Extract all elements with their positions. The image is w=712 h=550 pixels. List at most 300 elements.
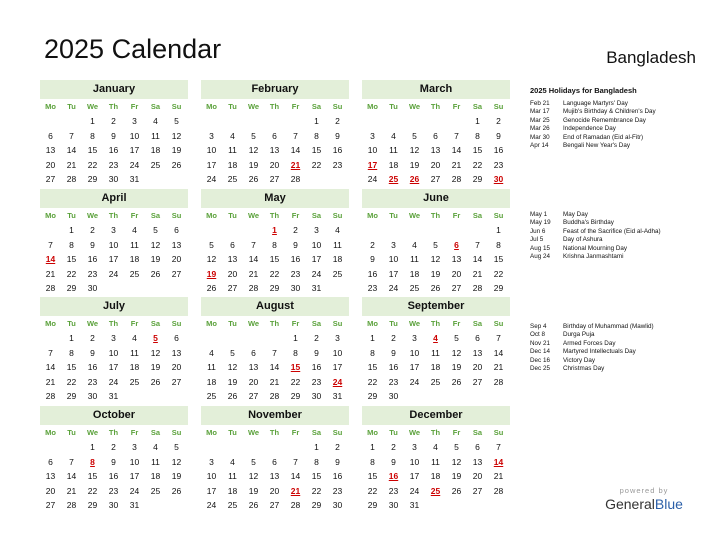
brand-name-part1: General bbox=[605, 496, 655, 512]
day-cell: 1 bbox=[370, 442, 375, 452]
weekday-label: We bbox=[408, 102, 421, 111]
day-cell: 8 bbox=[314, 130, 319, 141]
holiday-day: 19 bbox=[206, 268, 217, 279]
day-cell: 14 bbox=[493, 347, 504, 358]
empty-day bbox=[264, 114, 285, 129]
holiday-panel bbox=[530, 211, 710, 261]
day-cell: 16 bbox=[367, 268, 378, 279]
day-cell: 1 bbox=[314, 442, 319, 452]
day-cell: 7 bbox=[293, 130, 298, 141]
holiday-date: Mar 30 bbox=[530, 133, 550, 141]
month-name: December bbox=[362, 406, 510, 425]
holiday-day: 24 bbox=[332, 376, 343, 387]
day-cell: 22 bbox=[493, 268, 504, 279]
day-cell: 25 bbox=[227, 174, 238, 185]
day-cell: 8 bbox=[90, 130, 95, 141]
empty-day bbox=[201, 223, 222, 238]
empty-day bbox=[222, 331, 243, 346]
day-cell: 5 bbox=[454, 442, 459, 452]
day-cell: 29 bbox=[367, 391, 378, 402]
empty-day bbox=[243, 114, 264, 129]
day-cell: 22 bbox=[311, 485, 322, 496]
weekday-label: Su bbox=[332, 319, 343, 328]
empty-day bbox=[446, 223, 467, 238]
day-cell: 23 bbox=[367, 283, 378, 294]
day-cell: 10 bbox=[206, 471, 217, 482]
empty-day bbox=[425, 114, 446, 129]
empty-day bbox=[362, 114, 383, 129]
day-cell: 21 bbox=[66, 485, 77, 496]
day-cell: 31 bbox=[129, 500, 140, 511]
weekday-label: Fr bbox=[452, 102, 461, 111]
weekday-label: Th bbox=[108, 319, 119, 328]
brand-footer bbox=[588, 486, 700, 512]
holiday-day: 25 bbox=[388, 174, 399, 185]
month-january bbox=[40, 80, 188, 187]
day-cell: 20 bbox=[248, 376, 259, 387]
day-cell: 21 bbox=[451, 159, 462, 170]
day-cell: 30 bbox=[290, 283, 301, 294]
day-cell: 1 bbox=[90, 116, 95, 126]
weekday-label: We bbox=[247, 428, 260, 437]
day-cell: 19 bbox=[430, 268, 441, 279]
day-cell: 14 bbox=[66, 471, 77, 482]
day-cell: 17 bbox=[129, 471, 140, 482]
day-cell: 8 bbox=[69, 347, 74, 358]
day-cell: 3 bbox=[391, 239, 396, 250]
day-cell: 20 bbox=[472, 471, 483, 482]
day-cell: 20 bbox=[269, 159, 280, 170]
holiday-panel bbox=[530, 323, 710, 373]
holiday-name: Independence Day bbox=[563, 125, 616, 133]
day-cell: 3 bbox=[370, 130, 375, 141]
day-cell: 31 bbox=[332, 391, 343, 402]
day-cell: 11 bbox=[431, 456, 440, 467]
weekday-label: Mo bbox=[45, 211, 56, 220]
day-cell: 11 bbox=[410, 254, 419, 265]
day-cell: 26 bbox=[451, 376, 462, 387]
day-cell: 21 bbox=[493, 471, 504, 482]
day-cell: 17 bbox=[206, 159, 217, 170]
day-cell: 27 bbox=[269, 500, 280, 511]
month-november bbox=[201, 406, 349, 513]
day-cell: 16 bbox=[108, 471, 119, 482]
day-cell: 11 bbox=[207, 362, 216, 373]
empty-day bbox=[446, 114, 467, 129]
holiday-day: 30 bbox=[493, 174, 504, 185]
weekday-label: Mo bbox=[206, 428, 217, 437]
day-cell: 4 bbox=[230, 130, 235, 141]
empty-day bbox=[201, 331, 222, 346]
day-cell: 7 bbox=[272, 347, 277, 358]
weekday-label: Sa bbox=[311, 319, 322, 328]
day-cell: 9 bbox=[335, 130, 340, 141]
weekday-label: Fr bbox=[452, 211, 461, 220]
weekday-label: Th bbox=[108, 428, 119, 437]
empty-day bbox=[222, 114, 243, 129]
day-cell: 6 bbox=[48, 130, 53, 141]
weekday-label: Tu bbox=[389, 428, 398, 437]
day-cell: 11 bbox=[151, 130, 160, 141]
month-name: June bbox=[362, 189, 510, 208]
day-cell: 4 bbox=[153, 116, 158, 126]
holiday-day: 21 bbox=[290, 159, 301, 170]
brand-name-part2: Blue bbox=[654, 496, 683, 512]
day-cell: 5 bbox=[251, 130, 256, 141]
day-cell: 26 bbox=[248, 500, 259, 511]
day-cell: 23 bbox=[332, 485, 343, 496]
day-cell: 3 bbox=[111, 333, 116, 343]
day-cell: 9 bbox=[90, 347, 95, 358]
day-cell: 2 bbox=[335, 442, 340, 452]
day-cell: 1 bbox=[370, 333, 375, 343]
holiday-date: Oct 8 bbox=[530, 331, 546, 339]
day-cell: 25 bbox=[409, 283, 420, 294]
day-cell: 15 bbox=[493, 254, 504, 265]
day-cell: 28 bbox=[493, 376, 504, 387]
day-cell: 6 bbox=[272, 130, 277, 141]
day-cell: 27 bbox=[451, 283, 462, 294]
weekday-label: Su bbox=[493, 428, 504, 437]
day-cell: 3 bbox=[209, 456, 214, 467]
month-august bbox=[201, 297, 349, 404]
day-cell: 5 bbox=[251, 456, 256, 467]
day-cell: 3 bbox=[412, 442, 417, 452]
holiday-day: 4 bbox=[433, 333, 438, 343]
day-cell: 18 bbox=[206, 376, 217, 387]
weekday-label: Th bbox=[108, 102, 119, 111]
day-cell: 5 bbox=[230, 347, 235, 358]
day-cell: 17 bbox=[388, 268, 399, 279]
day-cell: 18 bbox=[227, 485, 238, 496]
weekday-label: Fr bbox=[452, 319, 461, 328]
day-grid bbox=[362, 440, 509, 513]
day-cell: 31 bbox=[108, 391, 119, 402]
holiday-name: Day of Ashura bbox=[563, 236, 603, 244]
day-cell: 8 bbox=[370, 347, 375, 358]
day-cell: 25 bbox=[206, 391, 217, 402]
day-cell: 26 bbox=[248, 174, 259, 185]
day-cell: 13 bbox=[227, 254, 238, 265]
weekday-label: Tu bbox=[389, 102, 398, 111]
holiday-day: 17 bbox=[367, 159, 378, 170]
weekday-label: Tu bbox=[67, 102, 76, 111]
holiday-group-1 bbox=[530, 100, 710, 150]
month-june bbox=[362, 189, 510, 311]
day-cell: 6 bbox=[475, 442, 480, 452]
powered-by-text: powered by bbox=[619, 486, 669, 495]
day-cell: 17 bbox=[409, 471, 420, 482]
day-cell: 15 bbox=[367, 471, 378, 482]
day-cell: 31 bbox=[129, 174, 140, 185]
day-cell: 18 bbox=[430, 471, 441, 482]
day-cell: 30 bbox=[388, 500, 399, 511]
day-cell: 3 bbox=[111, 225, 116, 235]
day-cell: 28 bbox=[248, 283, 259, 294]
day-cell: 17 bbox=[332, 362, 343, 373]
day-cell: 23 bbox=[388, 485, 399, 496]
day-cell: 30 bbox=[87, 391, 98, 402]
month-name: August bbox=[201, 297, 349, 316]
holiday-item bbox=[530, 228, 710, 236]
day-cell: 30 bbox=[332, 500, 343, 511]
weekday-label: Tu bbox=[389, 211, 398, 220]
weekday-label: Tu bbox=[228, 319, 237, 328]
day-cell: 11 bbox=[228, 145, 237, 156]
weekday-label: Th bbox=[269, 428, 280, 437]
day-cell: 13 bbox=[45, 471, 56, 482]
day-cell: 23 bbox=[87, 376, 98, 387]
day-cell: 10 bbox=[409, 456, 420, 467]
day-cell: 9 bbox=[111, 130, 116, 141]
empty-day bbox=[40, 223, 61, 238]
holiday-name: Christmas Day bbox=[563, 364, 605, 372]
day-cell: 20 bbox=[430, 159, 441, 170]
weekday-label: We bbox=[408, 211, 421, 220]
day-cell: 15 bbox=[66, 362, 77, 373]
holiday-panel bbox=[530, 86, 710, 150]
weekday-label: Tu bbox=[228, 211, 237, 220]
day-cell: 23 bbox=[108, 159, 119, 170]
day-cell: 16 bbox=[332, 471, 343, 482]
day-cell: 16 bbox=[388, 362, 399, 373]
day-cell: 16 bbox=[87, 362, 98, 373]
day-cell: 30 bbox=[311, 391, 322, 402]
holiday-day: 16 bbox=[388, 471, 399, 482]
empty-day bbox=[222, 223, 243, 238]
day-cell: 26 bbox=[150, 268, 161, 279]
weekday-label: Su bbox=[493, 211, 504, 220]
day-cell: 9 bbox=[391, 456, 396, 467]
day-cell: 22 bbox=[269, 268, 280, 279]
weekday-label: Th bbox=[430, 102, 441, 111]
holiday-name: End of Ramadan (Eid al-Fitr) bbox=[563, 133, 644, 141]
day-cell: 25 bbox=[150, 159, 161, 170]
brand-logo bbox=[588, 496, 700, 512]
day-cell: 3 bbox=[209, 130, 214, 141]
day-cell: 28 bbox=[269, 391, 280, 402]
day-cell: 6 bbox=[475, 333, 480, 343]
day-grid bbox=[40, 223, 187, 296]
day-cell: 5 bbox=[174, 442, 179, 452]
day-cell: 13 bbox=[269, 145, 280, 156]
weekday-header bbox=[201, 426, 349, 440]
day-cell: 5 bbox=[454, 333, 459, 343]
day-cell: 14 bbox=[248, 254, 259, 265]
day-cell: 4 bbox=[335, 225, 340, 235]
day-cell: 17 bbox=[311, 254, 322, 265]
day-cell: 22 bbox=[367, 376, 378, 387]
day-cell: 29 bbox=[367, 500, 378, 511]
day-cell: 7 bbox=[48, 239, 53, 250]
weekday-label: Th bbox=[430, 319, 441, 328]
day-cell: 19 bbox=[451, 471, 462, 482]
day-cell: 18 bbox=[430, 362, 441, 373]
holiday-item bbox=[530, 340, 710, 348]
holiday-item bbox=[530, 134, 710, 142]
day-cell: 24 bbox=[206, 500, 217, 511]
holiday-date: Jun 6 bbox=[530, 227, 546, 235]
day-cell: 25 bbox=[332, 268, 343, 279]
day-cell: 24 bbox=[409, 376, 420, 387]
day-cell: 10 bbox=[332, 347, 343, 358]
day-cell: 10 bbox=[367, 145, 378, 156]
day-cell: 6 bbox=[272, 456, 277, 467]
weekday-label: We bbox=[86, 211, 99, 220]
day-cell: 25 bbox=[129, 268, 140, 279]
weekday-label: Th bbox=[269, 211, 280, 220]
day-cell: 30 bbox=[108, 174, 119, 185]
day-cell: 26 bbox=[206, 283, 217, 294]
weekday-label: Sa bbox=[150, 319, 161, 328]
weekday-label: Su bbox=[171, 319, 182, 328]
weekday-label: Fr bbox=[130, 102, 139, 111]
day-cell: 28 bbox=[66, 500, 77, 511]
holiday-day: 26 bbox=[409, 174, 420, 185]
day-cell: 16 bbox=[87, 254, 98, 265]
day-cell: 27 bbox=[430, 174, 441, 185]
day-cell: 6 bbox=[48, 456, 53, 467]
holiday-day: 8 bbox=[90, 456, 95, 467]
day-cell: 23 bbox=[108, 485, 119, 496]
holiday-day: 14 bbox=[45, 254, 56, 265]
day-cell: 23 bbox=[311, 376, 322, 387]
day-cell: 5 bbox=[209, 239, 214, 250]
day-cell: 10 bbox=[409, 347, 420, 358]
day-cell: 3 bbox=[314, 225, 319, 235]
day-cell: 16 bbox=[332, 145, 343, 156]
day-cell: 12 bbox=[451, 347, 462, 358]
day-cell: 21 bbox=[248, 268, 259, 279]
day-cell: 28 bbox=[45, 391, 56, 402]
day-cell: 22 bbox=[472, 159, 483, 170]
holiday-date: Apr 14 bbox=[530, 141, 549, 149]
day-cell: 4 bbox=[153, 442, 158, 452]
empty-day bbox=[222, 440, 243, 455]
holiday-date: Mar 26 bbox=[530, 125, 550, 133]
day-cell: 18 bbox=[227, 159, 238, 170]
day-cell: 13 bbox=[472, 456, 483, 467]
day-cell: 20 bbox=[45, 159, 56, 170]
day-cell: 26 bbox=[451, 485, 462, 496]
empty-day bbox=[243, 223, 264, 238]
weekday-label: Su bbox=[171, 102, 182, 111]
holiday-item bbox=[530, 348, 710, 356]
day-cell: 29 bbox=[269, 283, 280, 294]
weekday-label: Mo bbox=[45, 319, 56, 328]
day-cell: 22 bbox=[87, 159, 98, 170]
empty-day bbox=[201, 440, 222, 455]
day-cell: 24 bbox=[388, 283, 399, 294]
day-cell: 20 bbox=[171, 254, 182, 265]
day-cell: 16 bbox=[493, 145, 504, 156]
holiday-date: Jul 5 bbox=[530, 236, 544, 244]
day-cell: 11 bbox=[333, 239, 342, 250]
day-cell: 12 bbox=[248, 471, 259, 482]
holiday-item bbox=[530, 142, 710, 150]
day-cell: 17 bbox=[108, 254, 119, 265]
day-grid bbox=[40, 440, 187, 513]
day-cell: 26 bbox=[227, 391, 238, 402]
day-cell: 13 bbox=[269, 471, 280, 482]
holiday-item bbox=[530, 323, 710, 331]
day-cell: 10 bbox=[388, 254, 399, 265]
month-name: January bbox=[40, 80, 188, 99]
page-title: 2025 Calendar bbox=[44, 34, 222, 64]
weekday-label: Sa bbox=[311, 428, 322, 437]
weekday-label: Mo bbox=[45, 102, 56, 111]
day-cell: 18 bbox=[129, 254, 140, 265]
day-cell: 14 bbox=[290, 471, 301, 482]
weekday-label: We bbox=[86, 319, 99, 328]
day-cell: 12 bbox=[206, 254, 217, 265]
day-cell: 10 bbox=[206, 145, 217, 156]
day-cell: 15 bbox=[311, 471, 322, 482]
day-cell: 28 bbox=[290, 500, 301, 511]
day-cell: 19 bbox=[171, 145, 182, 156]
day-cell: 18 bbox=[388, 159, 399, 170]
weekday-label: We bbox=[247, 319, 260, 328]
holiday-name: Feast of the Sacrifice (Eid al-Adha) bbox=[563, 227, 661, 235]
holiday-name: Language Martyrs' Day bbox=[563, 100, 628, 107]
day-cell: 11 bbox=[130, 347, 139, 358]
day-cell: 23 bbox=[493, 159, 504, 170]
day-cell: 17 bbox=[409, 362, 420, 373]
day-cell: 18 bbox=[150, 145, 161, 156]
day-cell: 4 bbox=[433, 442, 438, 452]
weekday-label: Tu bbox=[67, 319, 76, 328]
day-cell: 28 bbox=[66, 174, 77, 185]
day-cell: 14 bbox=[451, 145, 462, 156]
day-cell: 23 bbox=[388, 376, 399, 387]
day-cell: 6 bbox=[174, 333, 179, 343]
day-cell: 4 bbox=[230, 456, 235, 467]
day-cell: 12 bbox=[248, 145, 259, 156]
day-cell: 4 bbox=[132, 225, 137, 235]
day-cell: 13 bbox=[451, 254, 462, 265]
day-cell: 3 bbox=[132, 116, 137, 126]
day-cell: 27 bbox=[171, 268, 182, 279]
day-cell: 26 bbox=[150, 376, 161, 387]
weekday-label: Fr bbox=[291, 102, 300, 111]
day-cell: 27 bbox=[248, 391, 259, 402]
weekday-label: Su bbox=[493, 102, 504, 111]
month-april bbox=[40, 189, 188, 296]
weekday-label: Fr bbox=[452, 428, 461, 437]
day-cell: 18 bbox=[150, 471, 161, 482]
day-cell: 8 bbox=[293, 347, 298, 358]
holiday-name: Martyred Intellectuals Day bbox=[563, 348, 636, 356]
weekday-label: Mo bbox=[367, 211, 378, 220]
day-cell: 8 bbox=[69, 239, 74, 250]
day-cell: 31 bbox=[311, 283, 322, 294]
empty-day bbox=[285, 440, 306, 455]
day-cell: 3 bbox=[132, 442, 137, 452]
weekday-label: Th bbox=[269, 102, 280, 111]
day-cell: 2 bbox=[90, 225, 95, 235]
day-cell: 1 bbox=[69, 225, 74, 235]
day-cell: 7 bbox=[496, 333, 501, 343]
day-grid bbox=[40, 114, 187, 187]
day-cell: 2 bbox=[496, 116, 501, 126]
day-cell: 10 bbox=[129, 456, 140, 467]
weekday-label: Sa bbox=[472, 211, 483, 220]
holiday-date: Dec 14 bbox=[530, 348, 550, 356]
weekday-header bbox=[40, 426, 188, 440]
empty-day bbox=[61, 440, 82, 455]
holiday-item bbox=[530, 236, 710, 244]
day-cell: 8 bbox=[272, 239, 277, 250]
